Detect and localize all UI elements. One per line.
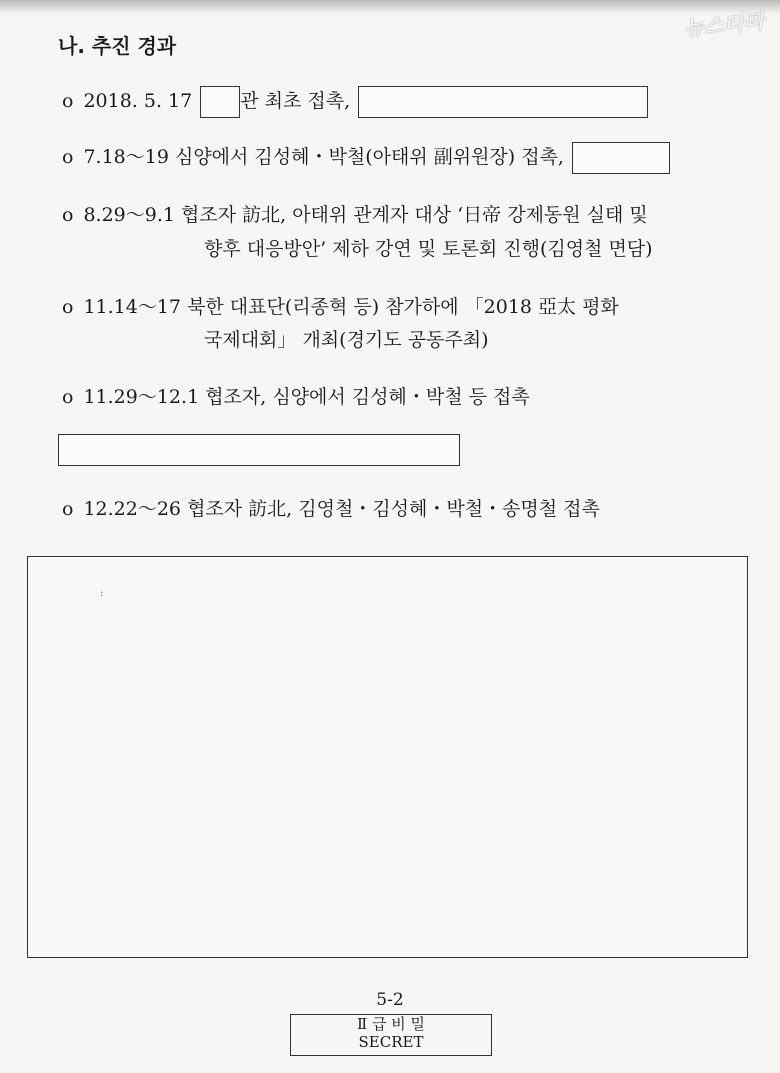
bullet: o — [62, 386, 74, 408]
item-text: 7.18～19 심양에서 김성혜・박철(아태위 副위원장) 접촉, — [83, 146, 564, 168]
classification-box — [290, 1014, 492, 1056]
list-item — [62, 86, 648, 118]
item-text-line2: 국제대회」 개최(경기도 공동주최) — [204, 329, 489, 351]
list-item — [62, 142, 670, 174]
watermark-logo: 뉴스타파 — [682, 8, 766, 43]
list-item — [62, 494, 600, 521]
scan-edge-shadow — [0, 0, 780, 14]
classification-label: SECRET — [358, 1033, 424, 1051]
redaction-box — [572, 142, 670, 174]
item-text-line1: 8.29～9.1 협조자 訪北, 아태위 관계자 대상 ‘日帝 강제동원 실태 및 — [83, 204, 648, 226]
redaction-box — [58, 434, 460, 466]
page-number: 5-2 — [376, 990, 404, 1010]
bullet: o — [62, 204, 74, 226]
redaction-box — [200, 86, 240, 118]
bullet: o — [62, 296, 74, 318]
bullet: o — [62, 146, 74, 168]
item-text: 관 최초 접촉, — [240, 90, 351, 112]
section-heading: 나. 추진 경과 — [58, 34, 177, 58]
list-item — [62, 382, 530, 409]
bullet: o — [62, 498, 74, 520]
item-text: 12.22～26 협조자 訪北, 김영철・김성혜・박철・송명철 접촉 — [83, 498, 600, 520]
redaction-block — [27, 556, 748, 958]
bullet: o — [62, 90, 74, 112]
item-text: 11.29～12.1 협조자, 심양에서 김성혜・박철 등 접촉 — [83, 386, 530, 408]
classification-grade: Ⅱ 급 비 밀 — [357, 1015, 425, 1033]
redaction-box — [358, 86, 648, 118]
item-text-line1: 11.14～17 북한 대표단(리종혁 등) 참가하에 「2018 亞太 평화 — [83, 296, 619, 318]
item-date: 2018. 5. 17 — [83, 90, 193, 112]
list-item — [62, 292, 619, 319]
list-item — [62, 200, 648, 227]
scan-speck: : — [100, 588, 104, 599]
item-text-line2: 향후 대응방안’ 제하 강연 및 토론회 진행(김영철 면담) — [204, 238, 653, 260]
